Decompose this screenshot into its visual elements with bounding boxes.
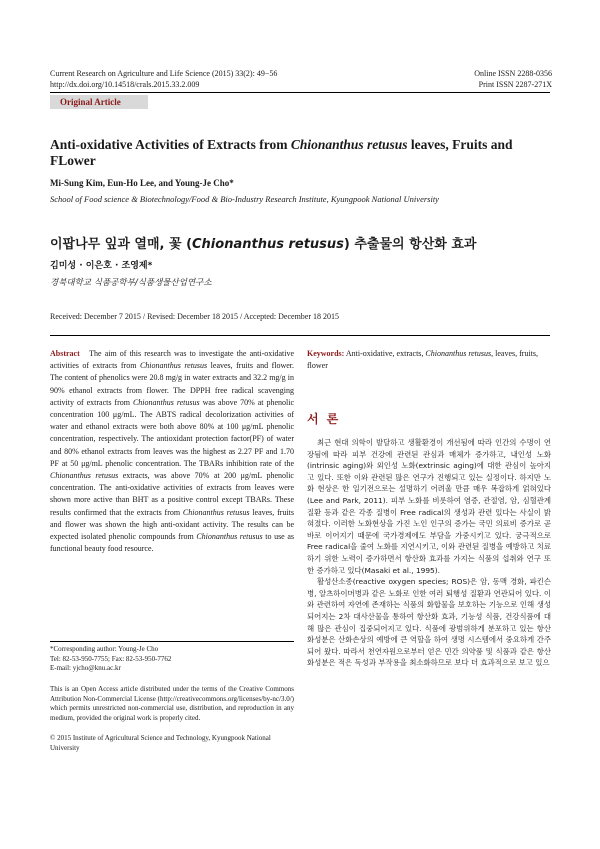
- dates-rule: [50, 335, 550, 336]
- abstract-text: was above 70% at phenolic concentration 100 μg/mL. The ABTS radical decolorization activities of water and ethanol extracts were both above 80% at 100 μg/mL phenolic concentration, respectively. The antioxidant protection factor(PF) of water and 80% ethanol extracts from leaves was the highest as 2.27 PF and 1.70 PF at 50 μg/mL phenolic concentration. The TBARs inhibition rate of the: [50, 397, 294, 468]
- keywords-label: Keywords:: [307, 349, 345, 358]
- keywords: [307, 348, 551, 372]
- corr-email[interactable]: E-mail: yjcho@knu.ac.kr: [50, 664, 121, 673]
- right-column: [307, 348, 551, 372]
- title-species: Chionanthus retusus: [290, 137, 408, 152]
- keywords-text-end: , leaves, fruits, flower: [307, 349, 539, 370]
- corr-phone: Tel: 82-53-950-7755; Fax: 82-53-950-7762: [50, 654, 172, 663]
- title-text-end: leaves, Fruits and FLower: [50, 137, 513, 168]
- abstract-species: Chionanthus retusus: [182, 507, 250, 517]
- journal-citation: Current Research on Agriculture and Life Science (2015) 33(2): 49−56: [50, 69, 278, 78]
- introduction-body: [307, 437, 551, 669]
- korean-affiliation: 경북대학교 식품공학부/식품생물산업연구소: [50, 278, 212, 288]
- abstract-species: Chionanthus retusus: [196, 532, 263, 542]
- doi-link[interactable]: http://dx.doi.org/10.14518/crals.2015.33.2.009: [50, 80, 200, 89]
- keywords-species: Chionanthus retusus: [425, 349, 492, 358]
- introduction-heading: 서론: [307, 412, 347, 426]
- title-text: Anti-oxidative Activities of Extracts from: [50, 137, 291, 152]
- print-issn: Print ISSN 2287-271X: [478, 80, 552, 89]
- korean-title-species: Chionanthus retusus: [192, 237, 344, 252]
- corr-author-name: *Corresponding author: Young-Je Cho: [50, 645, 159, 653]
- english-title: [50, 137, 550, 169]
- abstract-text: to use as functional beauty food resource.: [50, 532, 294, 554]
- left-column: [50, 348, 294, 555]
- license-note: This is an Open Access article distributed under the terms of the Creative Commons Attribution Non-Commercial License (http://creativecommons.org/licenses/by-nc/3.0/) which permits unrestricted non-commercial use, distribution, and reproduction in any medium, provided the original work is properly cited.: [50, 685, 294, 722]
- abstract-text: The aim of this research was to investigate the anti-oxidative activities of extracts from: [50, 349, 295, 371]
- english-authors: Mi-Sung Kim, Eun-Ho Lee, and Young-Je Cho*: [50, 178, 234, 188]
- abstract-label: Abstract: [50, 349, 80, 358]
- intro-paragraph-2: 활성산소종(reactive oxygen species; ROS)은 암, 동맥 경화, 파킨슨병, 알츠하이머병과 같은 노화로 인한 여러 퇴행성 질환과 연관되어 있다. 이와 관련하여 자연에 존재하는 식품의 화합물을 보호하는 기능으로 인해 생성되어지는 2차 대사산물을 통하여 항산화 효과, 기능성 식품, 건강식품에 대해 많은 관심이 집중되어지고 있다. 식품에 광범위하게 분포하고 있는 항산화성분은 산화손상의 예방에 큰 역할을 하여 생명 시스템에서 중요하게 간주되어 왔다. 따라서 천연자원으로부터 얻은 민간 의약품 및 식품과 같은 항산화성분은 적은 독성과 부작용을 최소화하므로 보다 더 효과적으로 보고 있으: [307, 577, 551, 668]
- journal-header: [50, 68, 277, 90]
- abstract-text: extracts, was above 70% at 200 μg/mL phenolic concentration. The anti-oxidative activities of extracts from leaves were shown more active than BHT as a positive control except TBARs. These results confirmed that the extracts from: [50, 471, 294, 517]
- article-type-badge: Original Article: [50, 95, 148, 109]
- submission-dates: Received: December 7 2015 / Revised: December 18 2015 / Accepted: December 18 2015: [50, 312, 340, 321]
- korean-title-text: 이팝나무 잎과 열매, 꽃 (: [50, 237, 193, 252]
- footnote-rule: [50, 641, 294, 642]
- abstract-species: Chionanthus retusus: [132, 397, 200, 407]
- korean-authors: 김미성 · 이은호 · 조영제*: [50, 261, 153, 271]
- abstract-species: Chionanthus retusus: [50, 471, 119, 481]
- header-rule: [50, 92, 550, 93]
- abstract-text: leaves, fruits and flower. The content of phenolics were 20.8 mg/g in water extracts and 32.2 mg/g in 90% ethanol extracts from flower. The DPPH free radical scavenging activity of extracts from: [50, 361, 295, 407]
- english-affiliation: School of Food science & Biotechnology/Food & Bio-Industry Research Institute, Kyungpook National University: [50, 194, 439, 204]
- abstract: [50, 348, 294, 555]
- intro-paragraph-1: 최근 현대 의학이 발달하고 생활환경이 개선됨에 따라 인간의 수명이 연장됨에 따라 피부 건강에 관련된 관심과 매체가 증가하고, 내인성 노화(intrinsic aging)와 외인성 노화(extrinsic aging)에 대한 관심이 높아지고 있다. 또한 이와 관련된 많은 연구가 진행되고 있는 실정이다. 하지만 노화 현상은 한 일기전으로는 설명하기 어려울 만큼 매우 복잡하게 얽혀있다(Lee and Park, 2011). 피부 노화를 비롯하여 염증, 관절염, 암, 심혈관계 질환 등과 같은 각종 질병이 Free radical의 생성과 관련 있다는 사실이 밝혀졌다. 이러한 노화현상을 가진 노인 인구의 증가는 국민 의료비 증가로 곧바로 이어지기 때문에 국가경제에도 부담을 가중시키고 있다. 궁극적으로 Free radical을 줄여 노화를 지연시키고, 이와 관련된 질병을 예방하고 치료하기 위한 노력이 증가하면서 항산화 효과를 가지는 식품의 섭취와 연구 또한 증가하고 있다(Masaki et al., 1995).: [307, 438, 551, 575]
- keywords-text: Anti-oxidative, extracts,: [344, 349, 426, 358]
- copyright-note: © 2015 Institute of Agricultural Science and Technology, Kyungpook National University: [50, 734, 271, 752]
- abstract-species: Chionanthus retusus: [139, 361, 208, 371]
- corresponding-author: [50, 645, 294, 674]
- korean-title-text-end: ) 추출물의 항산화 효과: [343, 237, 477, 252]
- abstract-text: leaves, fruits and flower was shown the high anti-oxidant activity. The results can be expected isolated phenolic compounds from: [50, 507, 294, 542]
- korean-title: [50, 233, 476, 252]
- issn-block: [474, 68, 552, 90]
- online-issn: Online ISSN 2288-0356: [474, 69, 552, 78]
